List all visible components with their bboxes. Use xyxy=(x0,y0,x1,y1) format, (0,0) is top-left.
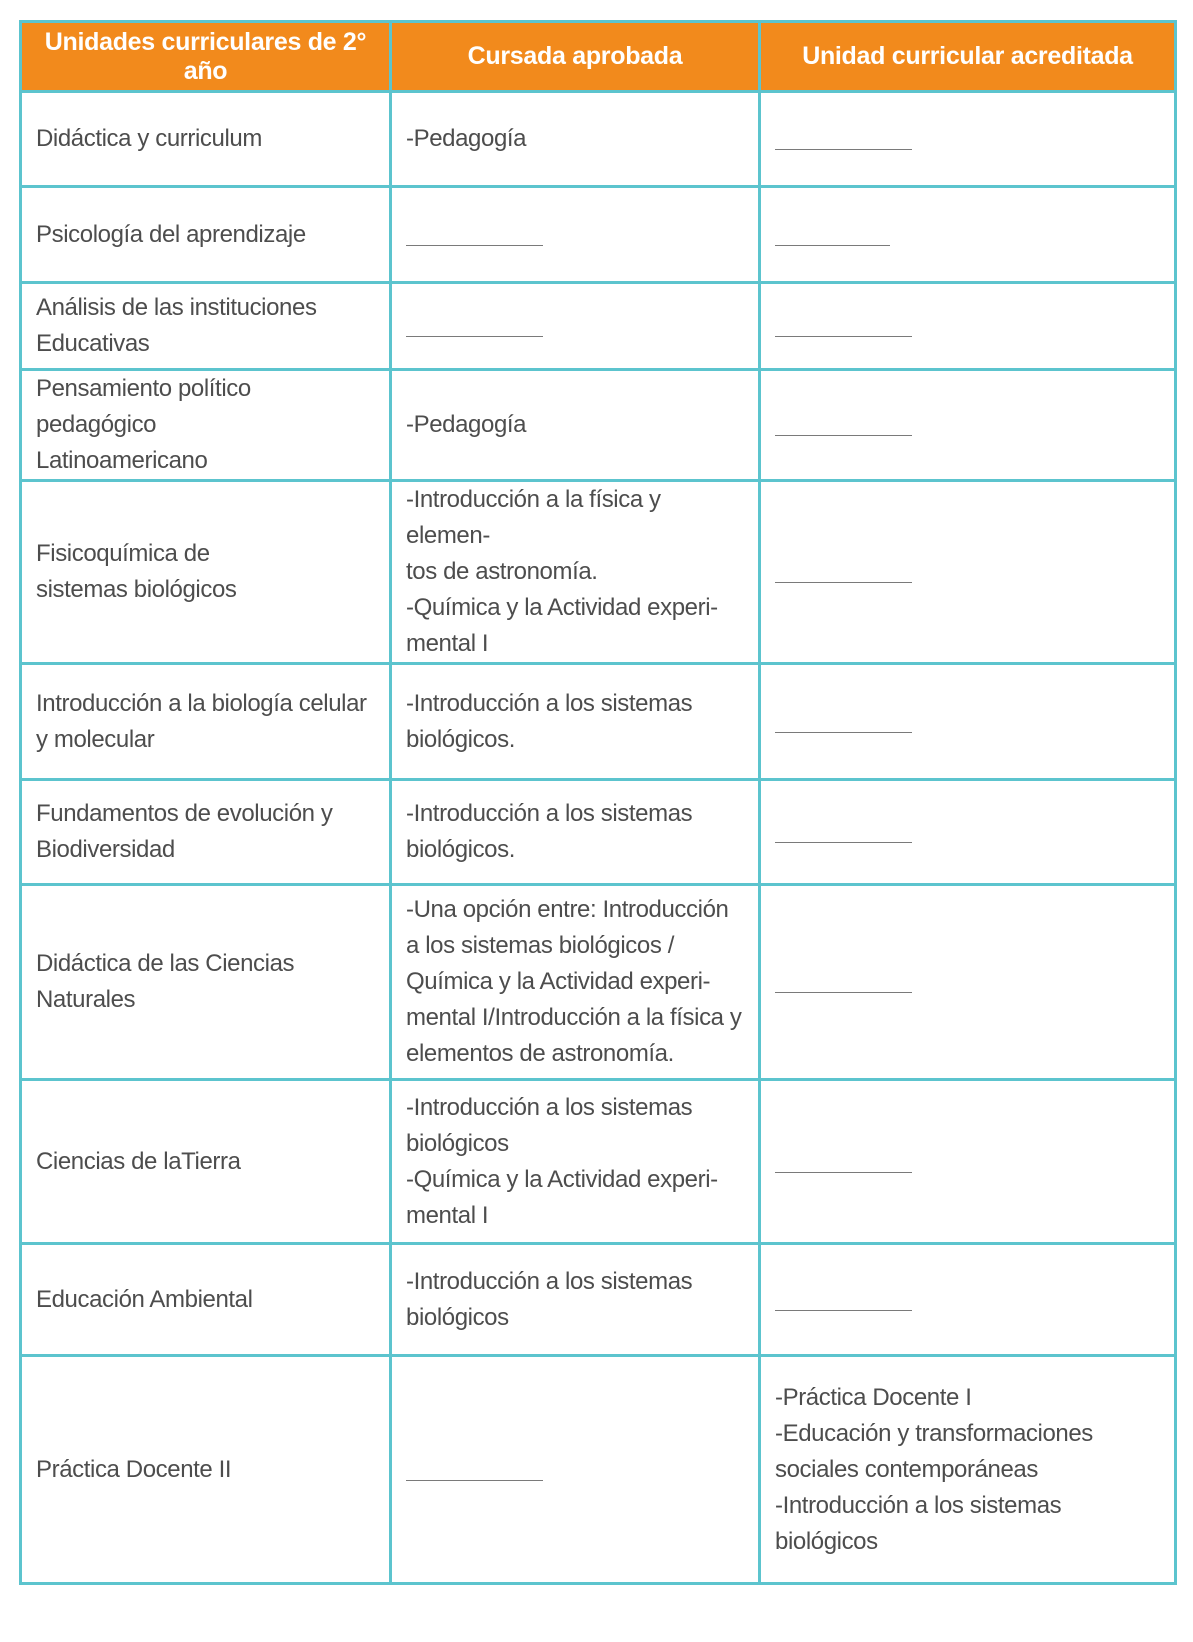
table-header-row xyxy=(21,22,1176,92)
cell-acreditada xyxy=(760,187,1176,283)
cell-acreditada xyxy=(760,370,1176,481)
cell-cursada xyxy=(391,187,760,283)
blank-line xyxy=(775,712,912,733)
cell-unidad: Psicología del aprendizaje xyxy=(21,187,391,283)
table-row xyxy=(21,1080,1176,1244)
cell-cursada: -Introducción a los sistemas biológicos. xyxy=(391,664,760,780)
table-row xyxy=(21,1356,1176,1584)
cell-cursada: -Pedagogía xyxy=(391,92,760,187)
blank-line xyxy=(775,562,912,583)
blank-line xyxy=(775,1290,912,1311)
table-row xyxy=(21,885,1176,1080)
table-row xyxy=(21,780,1176,885)
cell-acreditada xyxy=(760,283,1176,370)
cell-unidad: Fundamentos de evolución y Biodiversidad xyxy=(21,780,391,885)
cell-unidad: Didáctica y curriculum xyxy=(21,92,391,187)
cell-cursada: -Introducción a la física y elemen- tos de astronomía. -Química y la Actividad experi- mental I xyxy=(391,481,760,664)
cell-unidad: Fisicoquímica de sistemas biológicos xyxy=(21,481,391,664)
blank-line xyxy=(775,1152,912,1173)
cell-cursada: -Pedagogía xyxy=(391,370,760,481)
cell-acreditada: -Práctica Docente I -Educación y transformaciones sociales contemporáneas -Introducción a los sistemas biológicos xyxy=(760,1356,1176,1584)
header-unidades: Unidades curriculares de 2° año xyxy=(21,22,391,92)
cell-unidad: Práctica Docente II xyxy=(21,1356,391,1584)
cell-acreditada xyxy=(760,92,1176,187)
table-row xyxy=(21,664,1176,780)
cell-unidad: Didáctica de las Ciencias Naturales xyxy=(21,885,391,1080)
table-row xyxy=(21,187,1176,283)
cell-cursada: -Introducción a los sistemas biológicos. xyxy=(391,780,760,885)
cell-cursada: -Una opción entre: Introducción a los sistemas biológicos / Química y la Actividad experi- mental I/Introducción a la física y elementos de astronomía. xyxy=(391,885,760,1080)
cell-acreditada xyxy=(760,1244,1176,1356)
table-row xyxy=(21,370,1176,481)
cell-unidad: Educación Ambiental xyxy=(21,1244,391,1356)
table-row xyxy=(21,92,1176,187)
blank-line xyxy=(775,415,912,436)
cell-unidad: Introducción a la biología celular y molecular xyxy=(21,664,391,780)
blank-line xyxy=(775,316,912,337)
blank-line xyxy=(406,1460,543,1481)
cell-acreditada xyxy=(760,664,1176,780)
cell-cursada xyxy=(391,283,760,370)
blank-line xyxy=(775,972,912,993)
cell-cursada: -Introducción a los sistemas biológicos -Química y la Actividad experi- mental I xyxy=(391,1080,760,1244)
table-row xyxy=(21,481,1176,664)
cell-cursada: -Introducción a los sistemas biológicos xyxy=(391,1244,760,1356)
table-body xyxy=(21,92,1176,1584)
table-row xyxy=(21,1244,1176,1356)
blank-line xyxy=(406,316,543,337)
header-acreditada: Unidad curricular acreditada xyxy=(760,22,1176,92)
cell-acreditada xyxy=(760,481,1176,664)
blank-line xyxy=(775,129,912,150)
curricular-table xyxy=(19,20,1177,1585)
blank-line xyxy=(406,225,543,246)
header-cursada: Cursada aprobada xyxy=(391,22,760,92)
cell-acreditada xyxy=(760,1080,1176,1244)
blank-line xyxy=(775,225,890,246)
table-row xyxy=(21,283,1176,370)
cell-unidad: Ciencias de laTierra xyxy=(21,1080,391,1244)
blank-line xyxy=(775,822,912,843)
cell-unidad: Pensamiento político pedagógico Latinoamericano xyxy=(21,370,391,481)
cell-acreditada xyxy=(760,885,1176,1080)
cell-acreditada xyxy=(760,780,1176,885)
cell-cursada xyxy=(391,1356,760,1584)
cell-unidad: Análisis de las instituciones Educativas xyxy=(21,283,391,370)
